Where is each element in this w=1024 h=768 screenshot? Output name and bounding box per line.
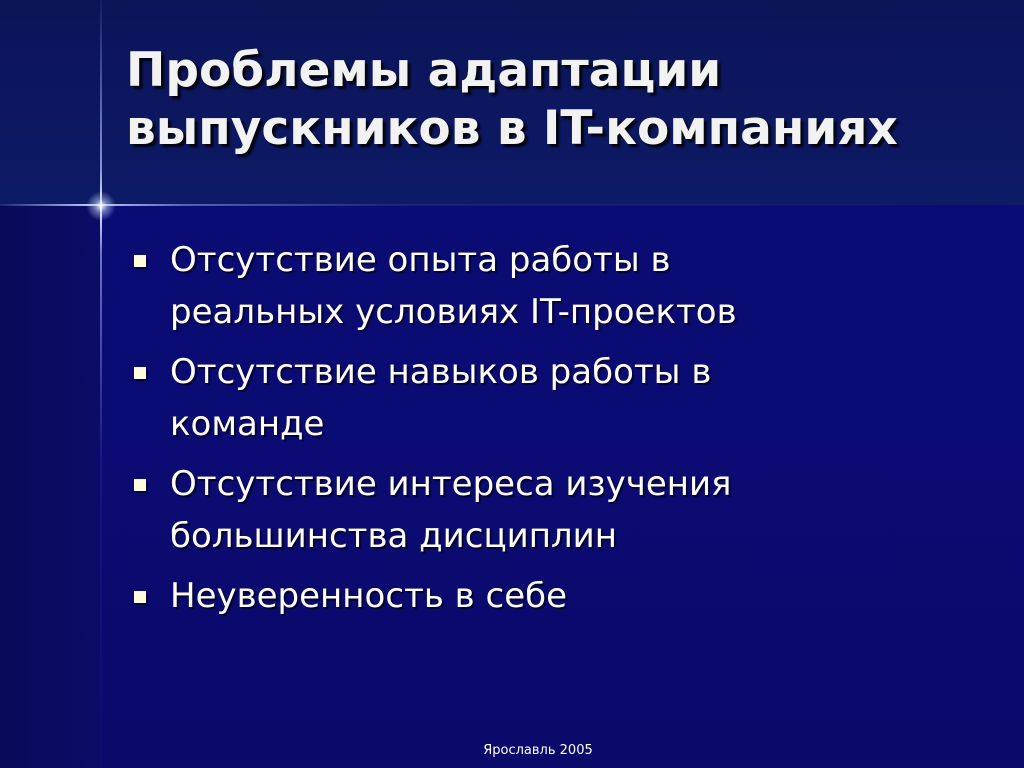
bullet-text: [170, 234, 1008, 338]
bullet-text: [170, 458, 1008, 562]
bullet-line: Отсутствие опыта работы в: [170, 240, 671, 280]
bullet-line: большинства дисциплин: [170, 516, 617, 556]
footer-text: Ярославль 2005: [483, 743, 593, 758]
vertical-light-line: [100, 0, 102, 768]
bullet-line: Отсутствие навыков работы в: [170, 352, 712, 392]
slide-title: [126, 42, 1016, 158]
bullet-line: реальных условиях IT-проектов: [170, 292, 737, 332]
square-bullet-icon: [134, 479, 146, 491]
bullet-item: [128, 234, 1008, 338]
horizontal-light-line: [0, 204, 1024, 206]
square-bullet-icon: [134, 255, 146, 267]
left-band: [0, 205, 100, 768]
title-line-1: Проблемы адаптации: [126, 43, 722, 98]
bullet-item: [128, 346, 1008, 450]
bullet-item: [128, 570, 1008, 622]
square-bullet-icon: [134, 367, 146, 379]
bullet-item: [128, 458, 1008, 562]
light-flare-icon: [86, 191, 116, 221]
bullet-text: [170, 570, 1008, 622]
square-bullet-icon: [134, 591, 146, 603]
bullet-line: Отсутствие интереса изучения: [170, 464, 732, 504]
bullet-line: Неуверенность в себе: [170, 576, 568, 616]
title-line-2: выпускников в IT-компаниях: [126, 101, 898, 156]
bullet-line: команде: [170, 404, 325, 444]
bullet-list: [128, 234, 1008, 630]
bullet-text: [170, 346, 1008, 450]
